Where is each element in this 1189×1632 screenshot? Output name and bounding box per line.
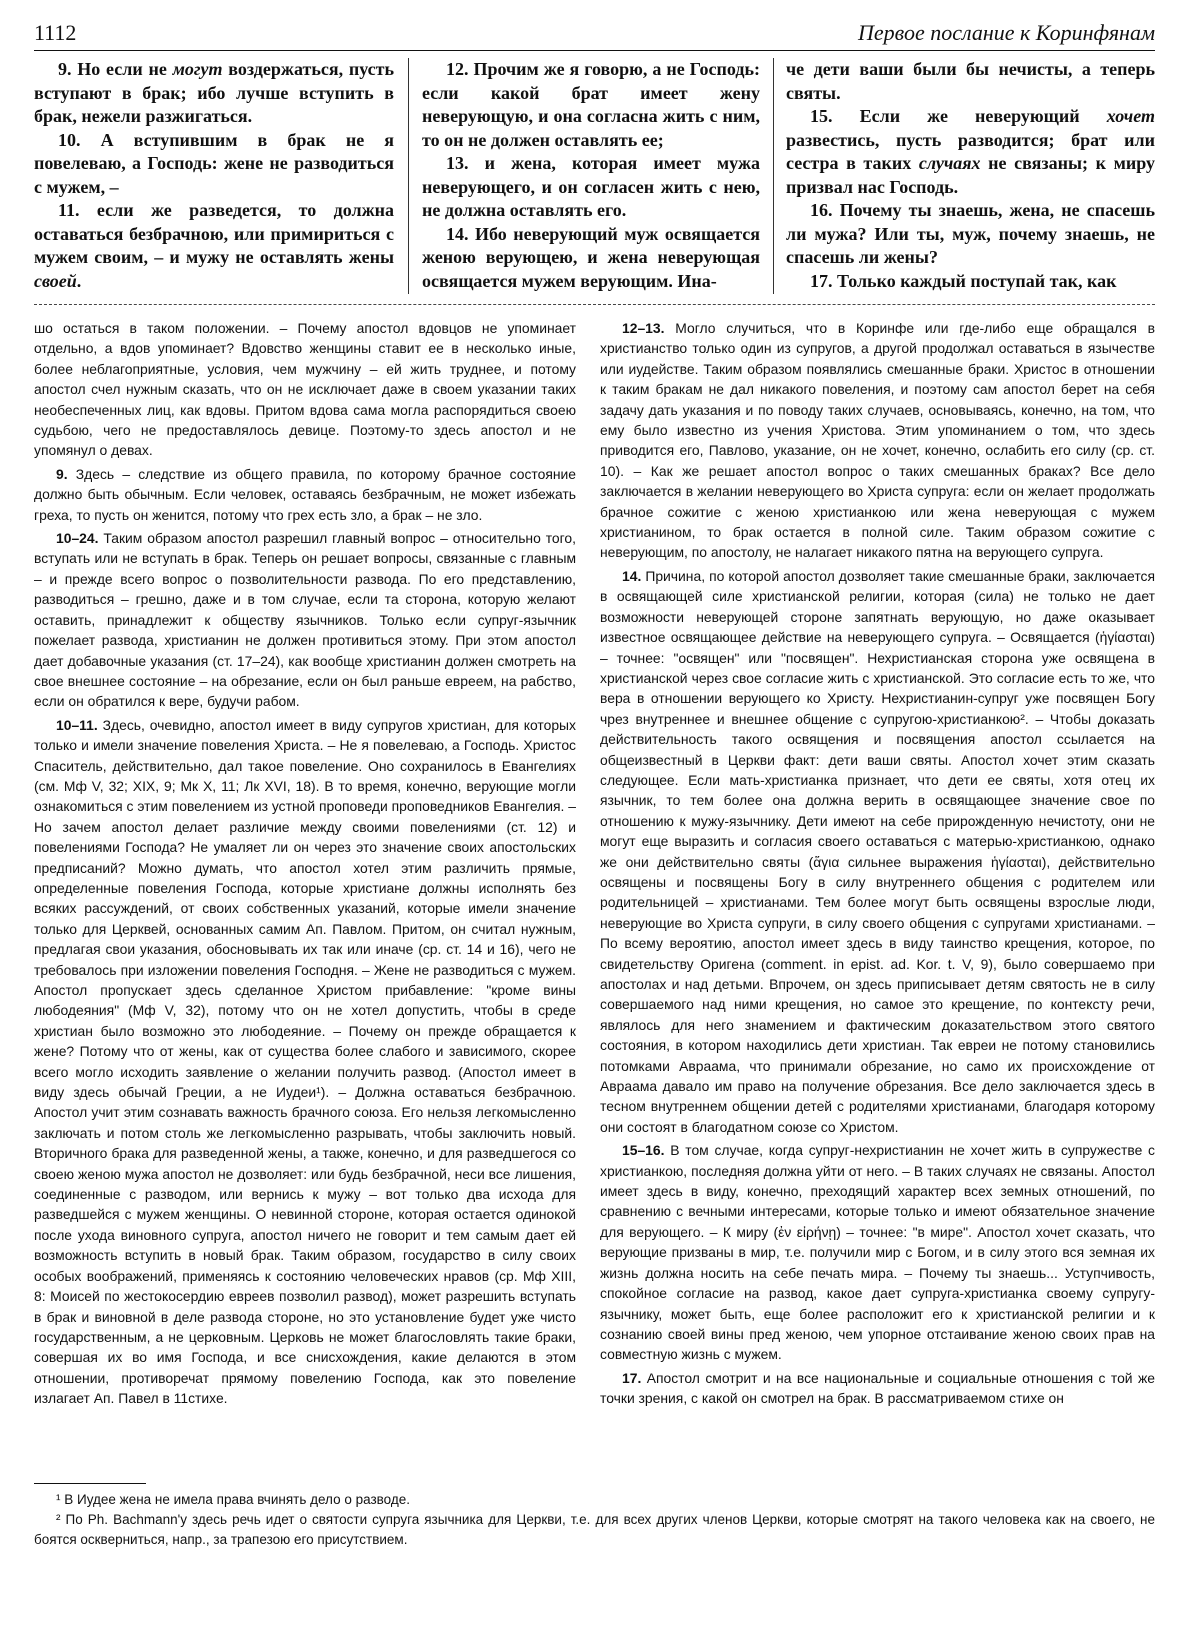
- verse-11: 11. если же разведется, то должна оставаться безбрачною, или примириться с мужем своим, – и мужу не оставлять жены своей.: [34, 200, 394, 291]
- verse-10: 10. А вступившим в брак не я повелеваю, а Господь: жене не разводиться с мужем, –: [34, 129, 394, 197]
- commentary-right-column: [600, 318, 1155, 1412]
- commentary-paragraph: 14. Причина, по которой апостол дозволяет такие смешанные браки, заключается в освящающей силе христианской религии, которая (сила) не только не дает возможности неверующей стороне запятнать верующую, но даже оказывает известное освящающее действие на неверующего супруга. – Освящается (ἡγίασται) – точнее: "освящен" или "посвящен". Нехристианская сторона уже освящена в христианской через свое согласие жить с христианской. Это согласие есть то же, что вера в отношении верующего ко Христу. Нехристианин-супруг уже посвящен Богу чрез внутреннее и внешнее общение с супругою-христианкою². – Чтобы доказать действительность такого освящения и посвящения апостол ссылается на общеизвестный в Церкви факт: дети ваши святы. Апостол хочет этим сказать следующее. Если мать-христианка признает, что дети ее святы, хотя отец их язычник, то тем более она должна верить в освящающее значение свое по отношению к мужу-язычнику. Дети имеют на себе прирожденную нечистоту, они не могут еще выразить и согласия своего оставаться с матерью-христианкою, однако же они действительно святы (ἅγια сильнее выражения ἡγίασται), действительно освящены и посвящены Богу в силу внутреннего общения с родителем или родительницей – христианами. Тем более могут быть освящены взрослые люди, неверующие во Христа супруги, в силу своего общения с супругами христианами. – По всему вероятию, апостол имеет здесь в виду таинство крещения, которое, по свидетельству Оригена (comment. in epist. ad. Kor. t. V, 9), было совершаемо при апостолах и над детьми. Впрочем, он здесь приписывает детям святость не в силу совершаемого над ними крещения, но самое это крещение, по контексту речи, являлось для него знамением и фактическим доказательством этого святого состояния, в котором находились дети христиан. Так евреи не потому становились потомками Авраама, что принимали обрезание, но само их происхождение от Авраама давало им право на получение обрезания. Все дело заключается здесь в тесном внутреннем общении детей с родителями христианами, благодаря которому они состоят в благодатном союзе со Христом.: [600, 567, 1155, 1135]
- commentary-paragraph: шо остаться в таком положении. – Почему апостол вдовцов не упоминает отдельно, а вдов упоминает? Вдовство женщины ставит ее в несколько иные, более неблагоприятные, условия, чем мужчину – ей жить труднее, и потому апостол счел нужным сказать, что он не исключает даже в своем указании таких необеспеченных лиц, как вдовы. Притом вдова сама могла распорядиться своею судьбою, чего не предоставлялось девице. Поэтому-то здесь апостол и не упомянул о девах.: [34, 320, 576, 459]
- commentary-paragraph: 12–13. Могло случиться, что в Коринфе или где-либо еще обращался в христианство только один из супругов, а другой продолжал оставаться в язычестве или иудействе. Таким образом появлялись смешанные браки. Христос в отношении к таким бракам не дал никакого повеления, и поэтому сам апостол берет на себя задачу дать указания и по поводу таких случаев, основываясь, конечно, на том, что ему было известно из учения Христова. Этим упоминанием о том, что здесь приводится его, Павлово, указание, он не хочет, конечно, ослабить его силу (ср. ст. 10). – Как же решает апостол вопрос о таких смешанных браках? Все дело заключается в желании неверующего во Христа супруга: если он желает продолжать брачное сожитие с женою христианкою или жена неверующая с мужем христианином, то брак остается в полной силе. Таким образом сожитие с неверующим, по апостолу, не налагает никакого пятна на верующего супруга.: [600, 320, 1155, 561]
- commentary-paragraph: 17. Апостол смотрит и на все национальные и социальные отношения с той же точки зрения, с какой он смотрел на брак. В рассматриваемом стихе он: [600, 1369, 1155, 1407]
- column-divider: [408, 58, 409, 294]
- footnote-rule: [34, 1483, 146, 1484]
- commentary-paragraph: 10–11. Здесь, очевидно, апостол имеет в виду супругов христиан, для которых только и имели значение повеления Христа. – Не я повелеваю, а Господь. Христос Спаситель, действительно, дал такое повеление. Оно сохранилось в Евангелиях (см. Мф V, 32; XIX, 9; Мк X, 11; Лк XVI, 18). В то время, конечно, верующие могли ознакомиться с этим повелением из устной проповеди проповедников Евангелия. – Но зачем апостол делает различие между своими повелениями (ст. 12) и повелениями Господа? Не умаляет ли он через это значение своих апостольских предписаний? Можно думать, что апостол хотел этим различить прямые, определенные повеления Господа, которые христиане должны исполнять без всяких рассуждений, от своих собственных указаний, которые имели значение только для Церквей, основанных самим Ап. Павлом. Притом, он считал нужным, предлагая свои указания, обосновывать их так или иначе (ср. ст. 14 и 16), чего не требовалось при изложении повеления Господня. – Жене не разводиться с мужем. Апостол пропускает здесь сделанное Христом прибавление: "кроме вины любодеяния" (Мф V, 32), потому что он не хотел допустить, чтобы в среде христиан было возможно это любодеяние. – Почему он прежде обращается к жене? Потому что от жены, как от существа более слабого и зависимого, скорее всего могло исходить заявление о желании получить развод. (Апостол имеет в виду здесь обычай Греции, а не Иудеи¹). – Должна оставаться безбрачною. Апостол учит этим сознавать важность брачного союза. Его нельзя легкомысленно заключать и потом столь же легкомысленно разрывать, чтобы заключить новый. Вторичного брака для разведенной жены, а также, конечно, и для разведшегося со своею женою мужа апостол не дозволяет: или будь безбрачной, неси все лишения, соединенные с разводом, или вернись к мужу – вот только два исхода для разведшейся с мужем женщины. О невинной стороне, которая остается одинокой после ухода виновного супруга, апостол ничего не говорит и тем самым дает ей возможность вступить в новый брак. Таким образом, государство в силу своих особых воображений, применяясь к состоянию человеческих нравов (ср. Мф XIII, 8: Моисей по жестокосердию евреев позволил развод), может разрешить вступать в брак и виновной в деле развода стороне, но это установление будет уже чисто государственным, а не церковным. Церковь не может благословлять такие браки, совершая их во имя Господа, и все снисхождения, какие делаются в этом отношении, противоречат прямому повелению Господа, как это повеление излагает Ап. Павел в 11стихе.: [34, 716, 576, 1407]
- verse-column-2: [422, 58, 760, 294]
- footnotes: [34, 1490, 1155, 1550]
- verse-14: 14. Ибо неверующий муж освящается женою верующею, и жена неверующая освящается мужем верующим. Ина-: [422, 223, 760, 291]
- page-header: [34, 14, 1155, 48]
- running-title: Первое послание к Коринфянам: [858, 20, 1155, 45]
- commentary-paragraph: 10–24. Таким образом апостол разрешил главный вопрос – относительно того, вступать или не вступать в брак. Теперь он решает вопросы, связанные с главным – и прежде всего вопрос о позволительности развода. По его представлению, разводиться – грешно, даже и в том случае, если та сторона, которую желают оставить, принадлежит к обществу язычников. Только если супруг-язычник пожелает развода, христианин не должен противиться этому. При этом апостол дает добавочные указания (ст. 17–24), как вообще христианин должен смотреть на свое внешнее состояние – на обрезание, если он был раньше евреем, на рабство, если он обратился к вере, будучи рабом.: [34, 530, 576, 710]
- column-divider: [773, 58, 774, 294]
- verse-15: 15. Если же неверующий хочет развестись, пусть разводится; брат или сестра в таких случаях не связаны; к миру призвал нас Господь.: [786, 106, 1155, 197]
- verse-12: 12. Прочим же я говорю, а не Господь: если какой брат имеет жену неверующую, и она согласна жить с ним, то он не должен оставлять ее;: [422, 59, 760, 150]
- footnote-1: ¹ В Иудее жена не имела права вчинять дело о разводе.: [56, 1492, 411, 1507]
- commentary-paragraph: 9. Здесь – следствие из общего правила, по которому брачное состояние должно быть обычным. Если человек, оставаясь безбрачным, не может избежать греха, то пусть он женится, потому что грех есть зло, а брак – не зло.: [34, 465, 576, 523]
- verse-column-1: [34, 58, 394, 294]
- commentary-paragraph: 15–16. В том случае, когда супруг-нехристианин не хочет жить в супружестве с христианкою, последняя должна уйти от него. – В таких случаях не связаны. Апостол имеет здесь в виду, конечно, преходящий характер всех земных отношений, по сравнению с вечными интересами, которые только и имеют обязательное значение для верующего. – К миру (ἐν εἰρήνῃ) – точнее: "в мире". Апостол хочет сказать, что верующие призваны в мир, т.е. получили мир с Богом, и в силу этого вся земная их жизнь должна носить на себе печать мира. – Почему ты знаешь... Уступчивость, спокойное согласие на развод, какое дает супруга-христианка своему супругу-язычнику, может быть, еще более расположит его к христианской религии и к сознанию своей вины пред женою, чем упорное отстаивание женою своих прав на совместную жизнь с мужем.: [600, 1142, 1155, 1363]
- verse-13: 13. и жена, которая имеет мужа неверующего, и он согласен жить с нею, не должна оставлять его.: [422, 153, 760, 220]
- scripture-verses: [34, 58, 1155, 294]
- page-number: 1112: [34, 20, 77, 45]
- verse-9: 9. Но если не могут воздержаться, пусть вступают в брак; ибо лучше вступить в брак, нежели разжигаться.: [34, 59, 394, 126]
- verse-column-3: [786, 58, 1155, 294]
- header-rule: [34, 50, 1155, 51]
- verses-separator: [34, 304, 1155, 305]
- commentary-left-column: [34, 318, 576, 1412]
- verse-14-continued: че дети ваши были бы нечисты, а теперь святы.: [786, 59, 1155, 103]
- footnote-2: ² По Ph. Bachmann'y здесь речь идет о святости супруга язычника для Церкви, т.е. для всех других членов Церкви, которые смотрят на такого человека как на своего, не боятся оскверниться, напр., за трапезою его присутствием.: [34, 1512, 1155, 1547]
- verse-17: 17. Только каждый поступай так, как: [810, 270, 1117, 291]
- verse-16: 16. Почему ты знаешь, жена, не спасешь ли мужа? Или ты, муж, почему знаешь, не спасешь ли жены?: [786, 200, 1155, 267]
